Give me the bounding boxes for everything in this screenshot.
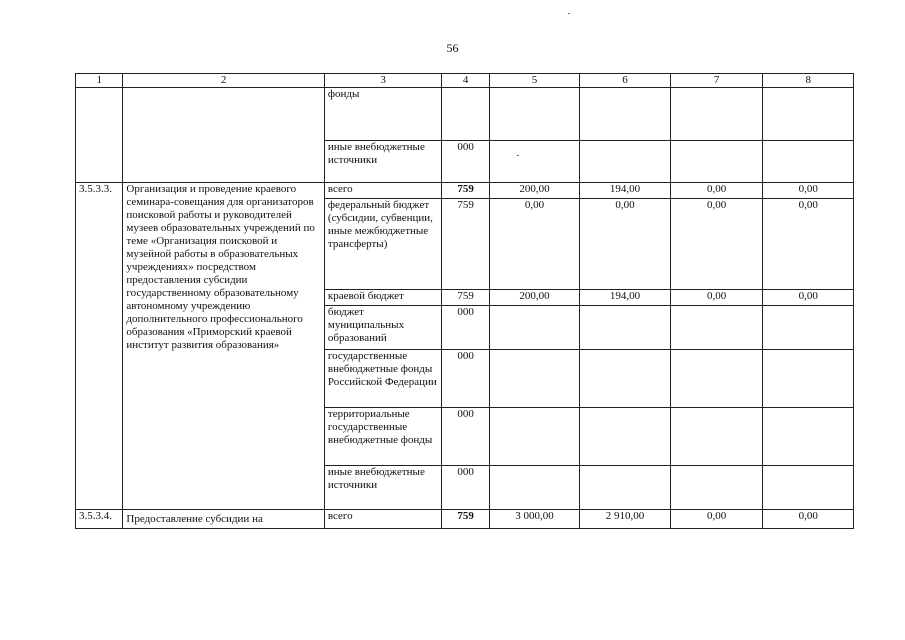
source-cell: фонды bbox=[324, 88, 441, 141]
source-cell: бюджет муниципальных образований bbox=[324, 306, 441, 350]
value-cell: 0,00 bbox=[763, 290, 854, 306]
header-cell: 8 bbox=[763, 74, 854, 88]
value-cell: 0,00 bbox=[670, 510, 763, 529]
header-cell: 2 bbox=[123, 74, 325, 88]
index-cell: 3.5.3.3. bbox=[76, 183, 123, 510]
source-cell: всего bbox=[324, 183, 441, 199]
source-cell: государственные внебюджетные фонды Российской Федерации bbox=[324, 350, 441, 408]
value-cell bbox=[580, 466, 671, 510]
source-cell: всего bbox=[324, 510, 441, 529]
value-cell bbox=[763, 306, 854, 350]
page-number: 56 bbox=[446, 41, 459, 55]
value-cell bbox=[763, 350, 854, 408]
name-cell: Предоставление субсидии на bbox=[123, 510, 325, 529]
code-cell bbox=[442, 88, 489, 141]
value-cell bbox=[670, 306, 763, 350]
header-row bbox=[76, 74, 854, 88]
scan-speck bbox=[568, 13, 570, 14]
value-cell: 3 000,00 bbox=[489, 510, 580, 529]
value-cell bbox=[670, 408, 763, 466]
value-cell bbox=[763, 88, 854, 141]
header-cell: 1 bbox=[76, 74, 123, 88]
value-cell bbox=[580, 88, 671, 141]
value-cell bbox=[580, 306, 671, 350]
name-cell: Организация и проведение краевого семинара-совещания для организаторов поисковой работы и руководителей музеев образовательных учреждений по теме «Организация поисковой и музейной работы в образовательных учреждениях» посредством предоставления субсидии государственному образовательному автономному учреждению дополнительного профессионального образования «Приморский краевой институт развития образования» bbox=[123, 183, 325, 510]
value-cell: 0,00 bbox=[670, 290, 763, 306]
table-row bbox=[76, 510, 854, 529]
value-cell: 200,00 bbox=[489, 183, 580, 199]
code-cell: 759 bbox=[442, 290, 489, 306]
source-cell: иные внебюджетные источники bbox=[324, 141, 441, 183]
code-cell: 759 bbox=[442, 199, 489, 290]
value-cell bbox=[580, 408, 671, 466]
value-cell: 194,00 bbox=[580, 290, 671, 306]
source-cell: территориальные государственные внебюджетные фонды bbox=[324, 408, 441, 466]
source-cell: иные внебюджетные источники bbox=[324, 466, 441, 510]
value-cell: 0,00 bbox=[489, 199, 580, 290]
value-cell bbox=[489, 306, 580, 350]
code-cell: 759 bbox=[442, 510, 489, 529]
header-cell: 4 bbox=[442, 74, 489, 88]
value-cell bbox=[670, 350, 763, 408]
value-cell bbox=[489, 350, 580, 408]
value-cell bbox=[670, 466, 763, 510]
source-cell: федеральный бюджет (субсидии, субвенции, иные межбюджетные трансферты) bbox=[324, 199, 441, 290]
value-cell bbox=[763, 141, 854, 183]
header-cell: 5 bbox=[489, 74, 580, 88]
code-cell: 759 bbox=[442, 183, 489, 199]
value-cell bbox=[580, 141, 671, 183]
value-cell: 0,00 bbox=[670, 183, 763, 199]
value-cell: 0,00 bbox=[763, 183, 854, 199]
header-cell: 3 bbox=[324, 74, 441, 88]
table-row bbox=[76, 88, 854, 141]
value-cell bbox=[670, 141, 763, 183]
value-cell bbox=[489, 408, 580, 466]
index-cell bbox=[76, 88, 123, 183]
value-cell: 0,00 bbox=[763, 510, 854, 529]
code-cell: 000 bbox=[442, 306, 489, 350]
header-cell: 7 bbox=[670, 74, 763, 88]
table-row bbox=[76, 183, 854, 199]
value-cell: 0,00 bbox=[670, 199, 763, 290]
value-cell bbox=[763, 408, 854, 466]
value-cell bbox=[670, 88, 763, 141]
value-cell: 194,00 bbox=[580, 183, 671, 199]
value-cell: 0,00 bbox=[763, 199, 854, 290]
index-cell: 3.5.3.4. bbox=[76, 510, 123, 529]
header-cell: 6 bbox=[580, 74, 671, 88]
budget-table bbox=[75, 73, 854, 529]
code-cell: 000 bbox=[442, 466, 489, 510]
code-cell: 000 bbox=[442, 350, 489, 408]
code-cell: 000 bbox=[442, 408, 489, 466]
name-cell bbox=[123, 88, 325, 183]
value-cell: 2 910,00 bbox=[580, 510, 671, 529]
scan-speck bbox=[517, 155, 519, 156]
value-cell: 200,00 bbox=[489, 290, 580, 306]
value-cell: 0,00 bbox=[580, 199, 671, 290]
code-cell: 000 bbox=[442, 141, 489, 183]
source-cell: краевой бюджет bbox=[324, 290, 441, 306]
value-cell bbox=[489, 141, 580, 183]
value-cell bbox=[580, 350, 671, 408]
value-cell bbox=[489, 88, 580, 141]
value-cell bbox=[763, 466, 854, 510]
value-cell bbox=[489, 466, 580, 510]
